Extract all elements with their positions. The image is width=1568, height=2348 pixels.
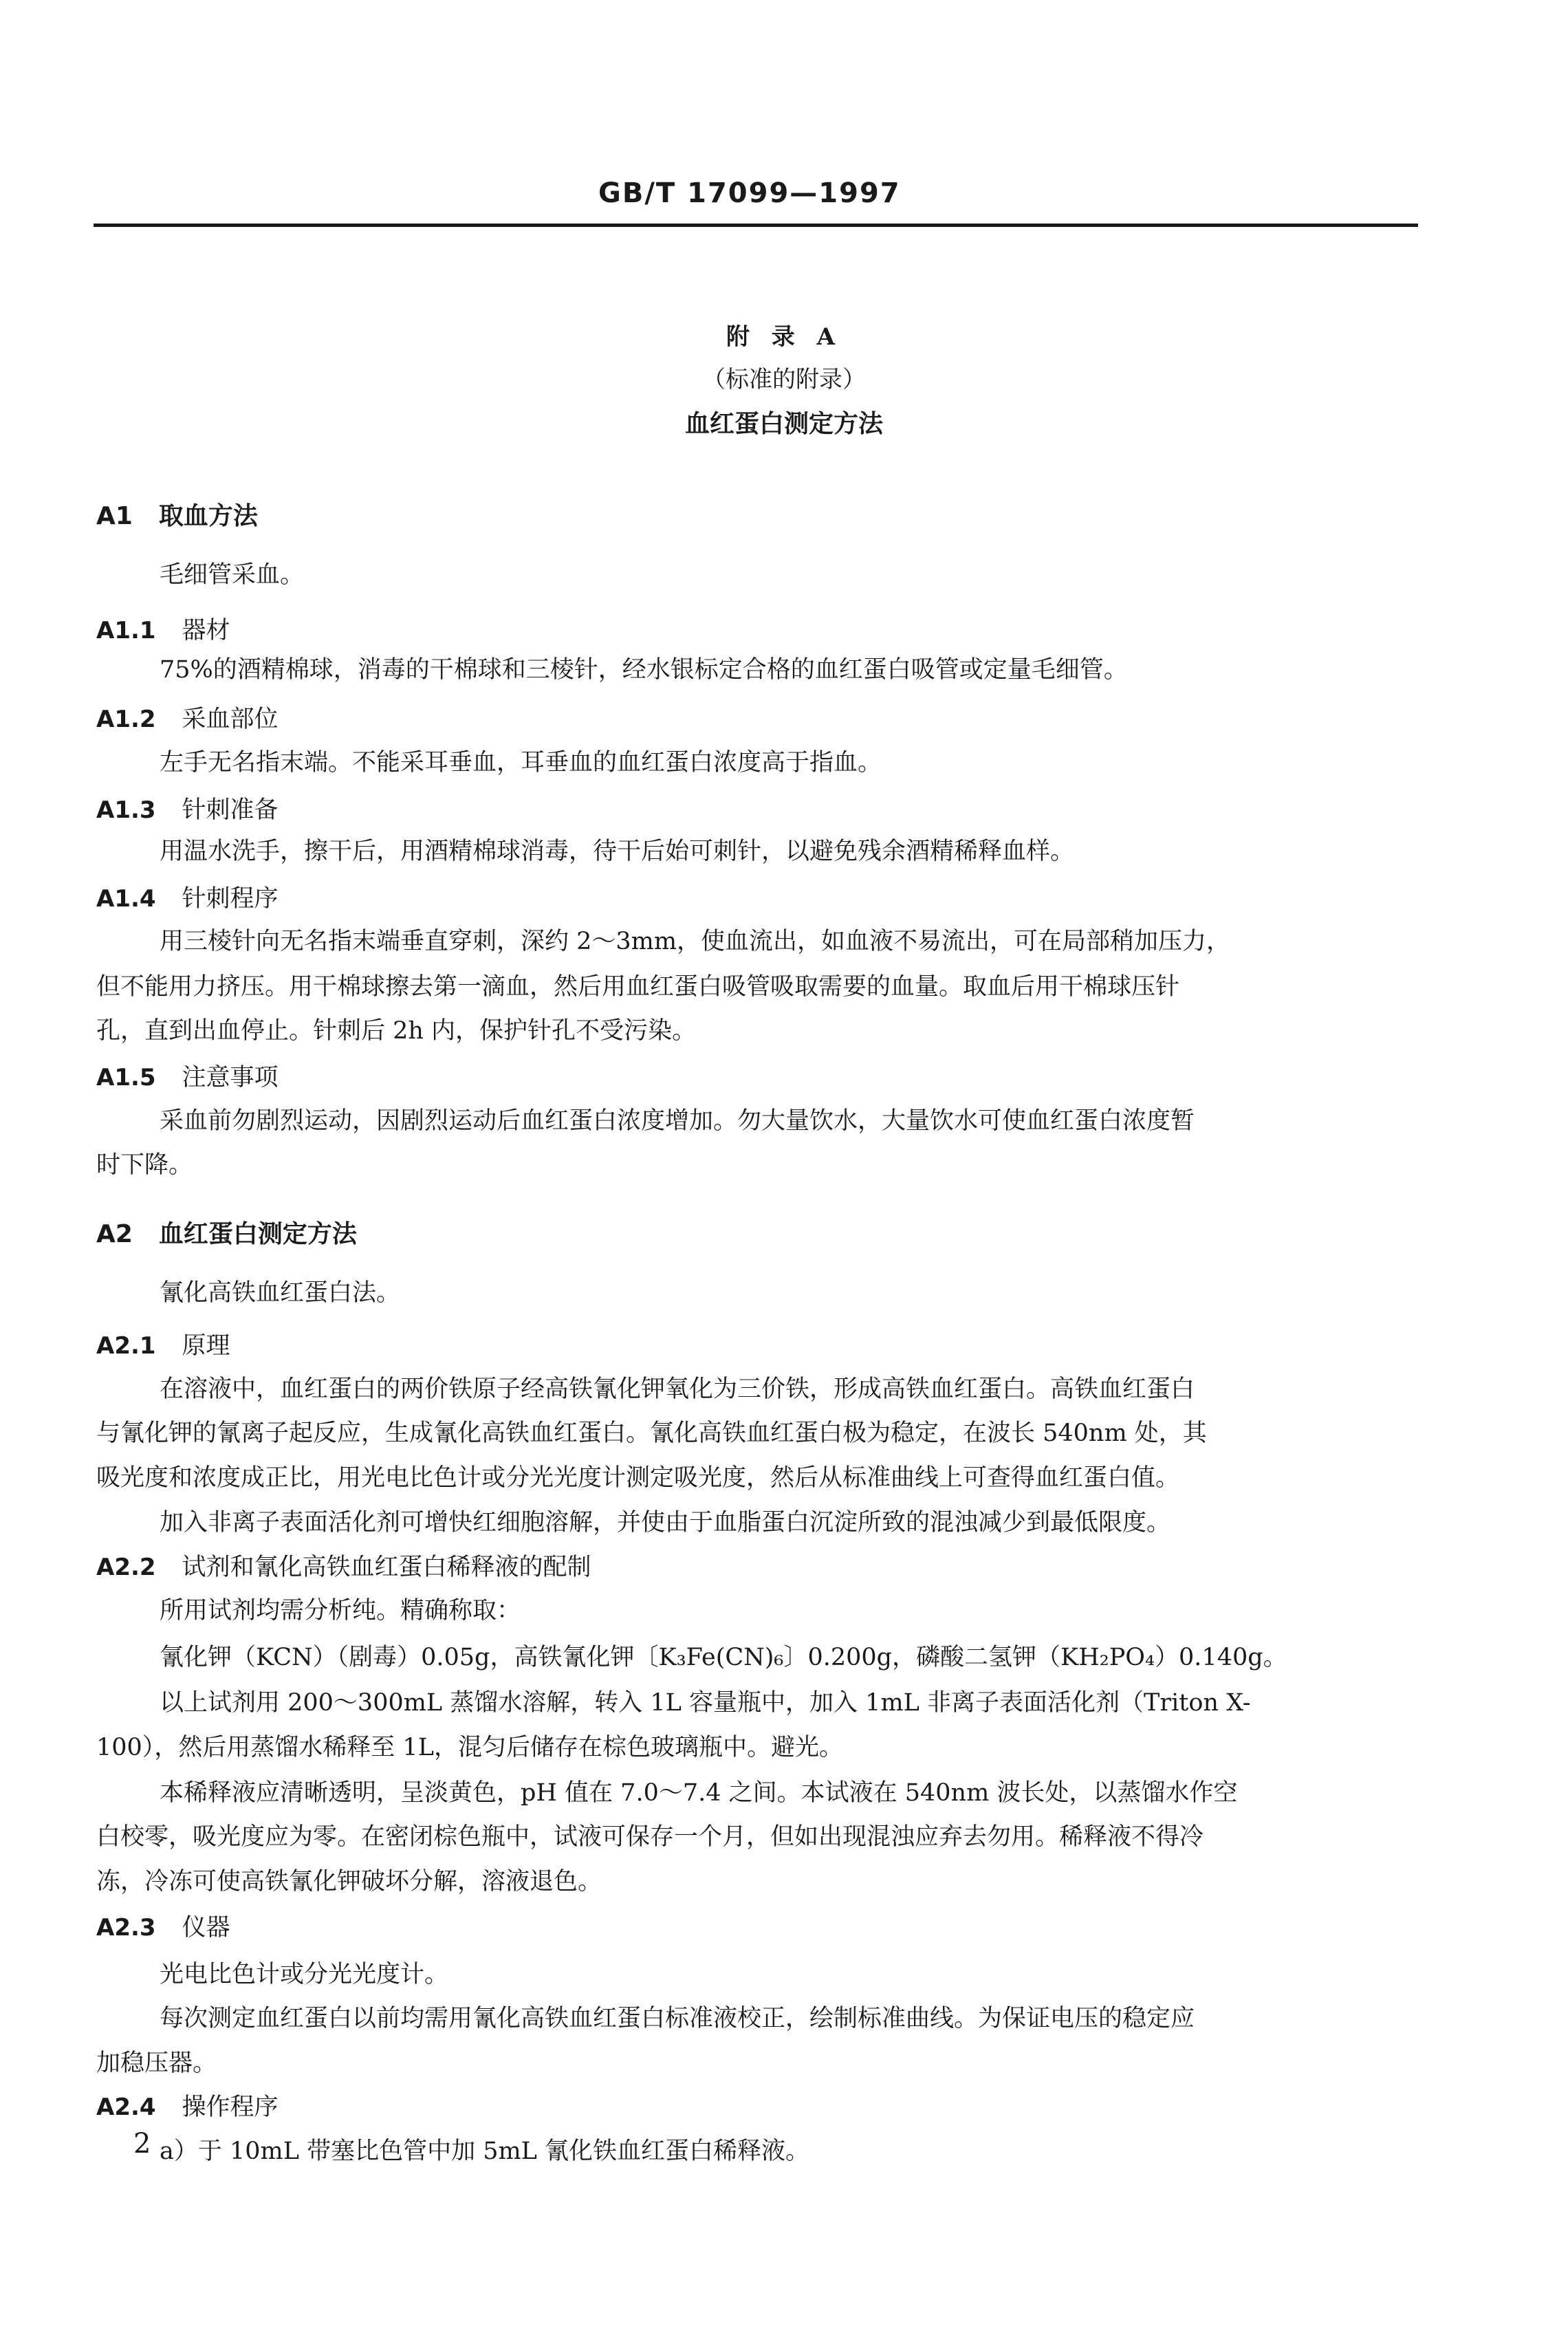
paragraph-line: 在溶液中，血红蛋白的两价铁原子经高铁氰化钾氧化为三价铁，形成高铁血红蛋白。高铁血红蛋白 — [160, 1376, 1195, 1403]
paragraph-line: 用三棱针向无名指末端垂直穿刺，深约 2～3mm，使血流出，如血液不易流出，可在局部稍加压力， — [160, 928, 1231, 955]
subsection-a2-4-heading: A2.4 操作程序 — [96, 2094, 279, 2121]
paragraph-line: 以上试剂用 200～300mL 蒸馏水溶解，转入 1L 容量瓶中，加入 1mL 非离子表面活化剂（Triton X- — [160, 1689, 1251, 1717]
paragraph: 75%的酒精棉球，消毒的干棉球和三棱针，经水银标定合格的血红蛋白吸管或定量毛细管。 — [160, 656, 1128, 684]
paragraph-line: 但不能用力挤压。用干棉球擦去第一滴血，然后用血红蛋白吸管吸取需要的血量。取血后用干棉球压针 — [96, 973, 1180, 1001]
header-rule — [94, 224, 1418, 227]
paragraph: 用温水洗手，擦干后，用酒精棉球消毒，待干后始可刺针，以避免残余酒精稀释血样。 — [160, 838, 1075, 865]
section-title: 取血方法 — [158, 501, 258, 530]
subsection-a1-2-heading: A1.2 采血部位 — [96, 706, 279, 733]
paragraph: 左手无名指末端。不能采耳垂血，耳垂血的血红蛋白浓度高于指血。 — [160, 749, 882, 776]
paragraph-line: 每次测定血红蛋白以前均需用氰化高铁血红蛋白标准液校正，绘制标准曲线。为保证电压的稳定应 — [160, 2005, 1195, 2032]
subsection-a1-5-heading: A1.5 注意事项 — [96, 1064, 279, 1091]
section-title: 血红蛋白测定方法 — [158, 1219, 357, 1248]
paragraph-line: 冻，冷冻可使高铁氰化钾破坏分解，溶液退色。 — [96, 1868, 602, 1895]
paragraph-line: 加入非离子表面活化剂可增快红细胞溶解，并使由于血脂蛋白沉淀所致的混浊减少到最低限度。 — [160, 1509, 1171, 1536]
appendix-title: 附 录 A — [726, 323, 842, 351]
paragraph-line: 吸光度和浓度成正比，用光电比色计或分光光度计测定吸光度，然后从标准曲线上可查得血红蛋白值。 — [96, 1464, 1180, 1492]
paragraph-line: 采血前勿剧烈运动，因剧烈运动后血红蛋白浓度增加。勿大量饮水，大量饮水可使血红蛋白浓度暂 — [160, 1107, 1195, 1135]
section-number: A2 — [96, 1220, 133, 1248]
appendix-subtitle: （标准的附录） — [702, 366, 866, 393]
subsection-a1-4-heading: A1.4 针刺程序 — [96, 885, 279, 913]
paragraph: 毛细管采血。 — [160, 561, 305, 589]
paragraph-line: 时下降。 — [96, 1151, 193, 1179]
subsection-a1-3-heading: A1.3 针刺准备 — [96, 796, 279, 824]
paragraph-line: 孔，直到出血停止。针刺后 2h 内，保护针孔不受污染。 — [96, 1017, 697, 1045]
page-number: 2 — [133, 2128, 151, 2160]
subsection-a2-2-heading: A2.2 试剂和氰化高铁血红蛋白稀释液的配制 — [96, 1554, 591, 1581]
appendix-heading: 血红蛋白测定方法 — [684, 409, 883, 438]
section-a1-heading — [96, 499, 258, 533]
paragraph-line: 100），然后用蒸馏水稀释至 1L，混匀后储存在棕色玻璃瓶中。避光。 — [96, 1734, 843, 1761]
paragraph: 氰化高铁血红蛋白法。 — [160, 1279, 401, 1307]
paragraph-line: 本稀释液应清晰透明，呈淡黄色，pH 值在 7.0～7.4 之间。本试液在 540nm 波长处，以蒸馏水作空 — [160, 1779, 1238, 1807]
paragraph-line: 光电比色计或分光光度计。 — [160, 1961, 449, 1988]
paragraph-line: 加稳压器。 — [96, 2050, 217, 2077]
section-number: A1 — [96, 502, 133, 530]
subsection-a2-1-heading: A2.1 原理 — [96, 1332, 230, 1360]
paragraph-line: a）于 10mL 带塞比色管中加 5mL 氰化铁血红蛋白稀释液。 — [160, 2138, 810, 2165]
paragraph-line: 与氰化钾的氰离子起反应，生成氰化高铁血红蛋白。氰化高铁血红蛋白极为稳定，在波长 540nm 处，其 — [96, 1420, 1207, 1447]
section-a2-heading — [96, 1217, 357, 1251]
standard-code: GB/T 17099—1997 — [598, 177, 901, 209]
subsection-a2-3-heading: A2.3 仪器 — [96, 1914, 230, 1942]
paragraph-line: 氰化钾（KCN）（剧毒）0.05g，高铁氰化钾〔K₃Fe(CN)₆〕0.200g，磷酸二氢钾（KH₂PO₄）0.140g。 — [160, 1644, 1287, 1671]
paragraph-line: 白校零，吸光度应为零。在密闭棕色瓶中，试液可保存一个月，但如出现混浊应弃去勿用。稀释液不得冷 — [96, 1823, 1204, 1851]
subsection-a1-1-heading: A1.1 器材 — [96, 617, 230, 644]
paragraph-line: 所用试剂均需分析纯。精确称取： — [160, 1597, 521, 1624]
